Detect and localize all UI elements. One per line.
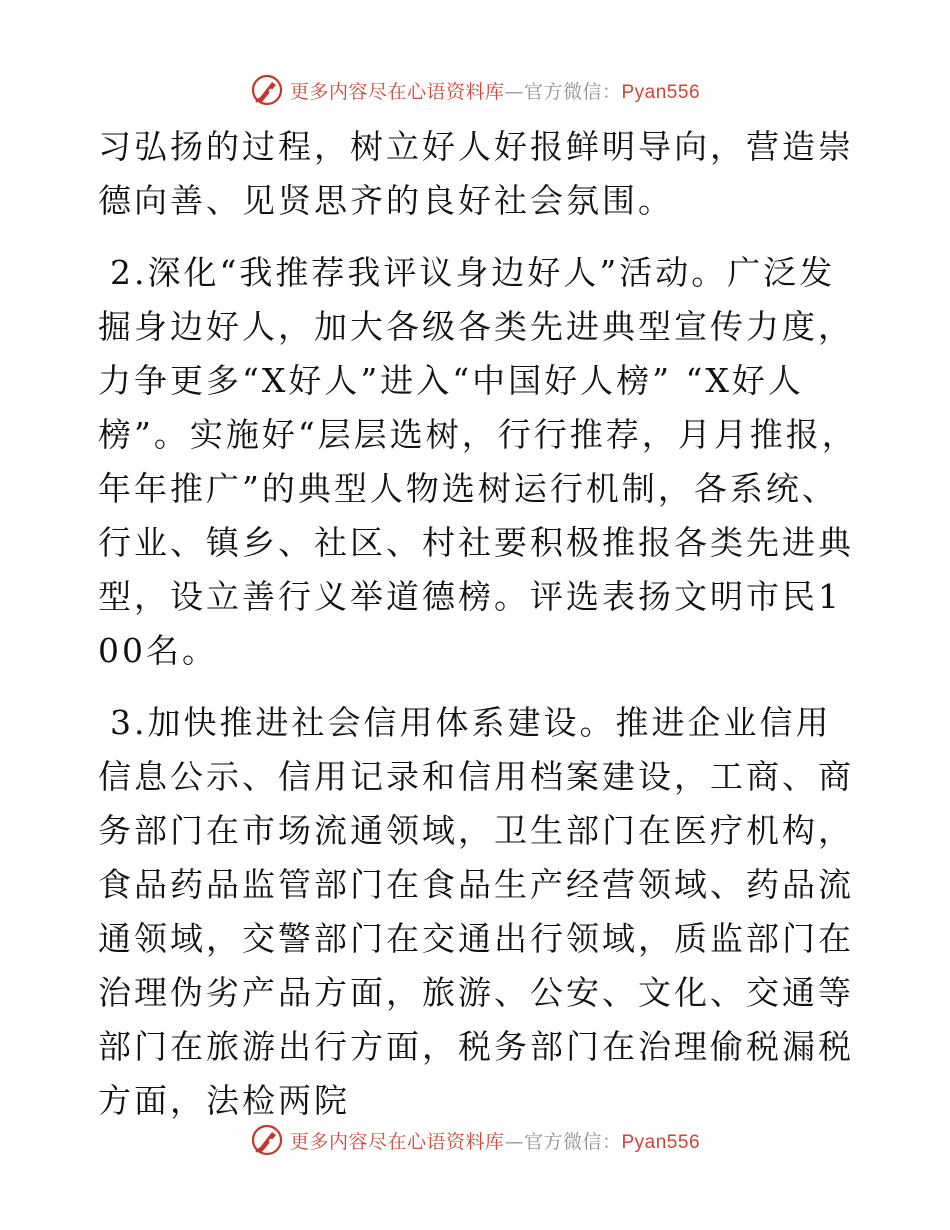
quill-pen-logo-icon bbox=[250, 73, 284, 107]
quill-pen-logo-icon bbox=[250, 1123, 284, 1157]
watermark-dash: — bbox=[504, 80, 524, 103]
watermark-wechat-id: Pyan556 bbox=[621, 81, 701, 103]
document-body bbox=[98, 120, 858, 1128]
watermark-text bbox=[290, 1127, 700, 1154]
footer-watermark bbox=[0, 1120, 950, 1160]
watermark-wechat-id: Pyan556 bbox=[621, 1131, 701, 1153]
watermark-site: 更多内容尽在心语资料库 bbox=[289, 80, 505, 103]
watermark-label: 官方微信： bbox=[523, 80, 622, 103]
header-watermark bbox=[0, 70, 950, 110]
paragraph-item-3: 3.加快推进社会信用体系建设。推进企业信用信息公示、信用记录和信用档案建设，工商、商务部门在市场流通领域，卫生部门在医疗机构，食品药品监管部门在食品生产经营领域、药品流通领域，交警部门在交通出行领域，质监部门在治理伪劣产品方面，旅游、公安、文化、交通等部门在旅游出行方面，税务部门在治理偷税漏税方面，法检两院 bbox=[98, 703, 854, 1120]
watermark-text bbox=[290, 77, 700, 104]
paragraph-continuation: 习弘扬的过程，树立好人好报鲜明导向，营造崇德向善、见贤思齐的良好社会氛围。 bbox=[98, 127, 854, 220]
watermark-site: 更多内容尽在心语资料库 bbox=[289, 1130, 505, 1153]
watermark-label: 官方微信： bbox=[523, 1130, 622, 1153]
paragraph-item-2: 2.深化“我推荐我评议身边好人”活动。广泛发掘身边好人，加大各级各类先进典型宣传力度，力争更多“X好人”进入“中国好人榜” “X好人榜”。实施好“层层选树，行行推荐，月月推报，年年推广”的典型人物选树运行机制，各系统、行业、镇乡、社区、村社要积极推报各类先进典型，设立善行义举道德榜。评选表扬文明市民100名。 bbox=[98, 253, 858, 670]
watermark-dash: — bbox=[504, 1130, 524, 1153]
